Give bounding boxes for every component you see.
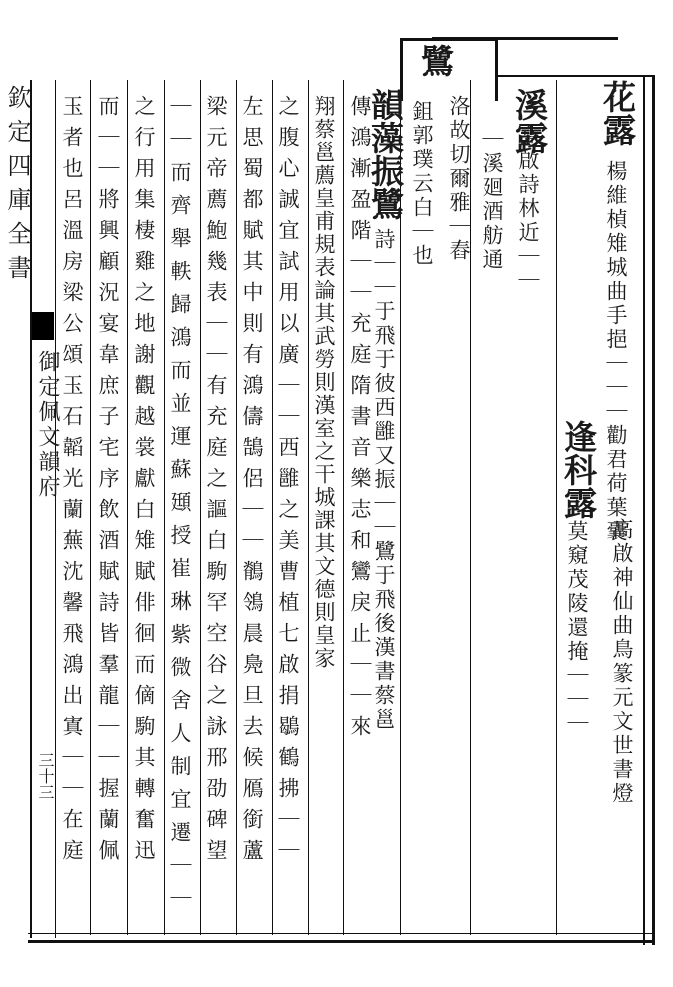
column-divider (236, 80, 237, 935)
frame-right-outer-rule (652, 75, 655, 945)
entry-text-feng-ke-lu: 高啟神仙曲鳥篆元文世書燈 (610, 518, 634, 806)
entry-head-yun-zao (366, 88, 405, 220)
text-column: 翔蔡邕薦皇甫規表論其武勞則漢室之干城課其文德則皇家 (312, 95, 336, 670)
column-divider (308, 80, 309, 935)
side-label-bottom: 御定佩文韻府 (35, 350, 60, 500)
character-header (416, 44, 455, 77)
entry-head: 鷺 (416, 44, 455, 77)
column-divider (556, 80, 557, 935)
column-divider (343, 80, 344, 935)
text-column: 而｜｜將興顧況宴韋庶子宅序飲酒賦詩皆羣龍｜｜握蘭佩 (96, 95, 120, 870)
entry-head: 韻藻振鷺 (366, 88, 405, 220)
text-column: ｜｜而齊舉軼歸鴻而並運蘇頲授崔琳紫微舍人制宜遷｜｜ (168, 95, 192, 920)
text-column: 之腹心誠宜試用以廣｜｜西雝之美曹植七啟捐鶡鶴拂｜｜ (276, 95, 300, 870)
page-number: 三十三 (36, 752, 55, 800)
text-column: 左思蜀都賦其中則有鴻儔鵠侶｜｜鶺鴒晨鳧旦去候鴈銜蘆 (240, 95, 264, 870)
column-divider (90, 80, 91, 935)
side-label-top: 欽定四庫全書 (3, 85, 31, 289)
column-divider (200, 80, 201, 935)
entry-head-feng-ke-lu (559, 420, 598, 519)
column-divider (272, 80, 273, 935)
entry-head: 逢科露 (559, 420, 598, 519)
entry-head: 溪露 (510, 88, 549, 154)
entry-head: 花露 (598, 80, 637, 146)
frame-bottom-rule (28, 940, 655, 943)
text-column: 玉者也呂溫房梁公頌玉石韜光蘭蕪沈馨飛鴻出寘｜｜在庭 (60, 95, 84, 870)
column-divider (164, 80, 165, 935)
entry-tail-feng-ke-lu: 莫窺茂陵還掩｜｜｜ (565, 520, 589, 736)
entry-head-hua-lu (598, 80, 637, 146)
column-divider (127, 80, 128, 935)
text-column: 梁元帝薦鮑幾表｜｜有充庭之謳白駒罕空谷之詠邢劭碑望 (204, 95, 228, 870)
text-column: 傳鴻漸盈階｜｜充庭隋書音樂志和鸞戾止｜｜來 (348, 95, 372, 746)
entry-tail-xi-lu: ｜溪廻酒舫通 (480, 128, 504, 272)
frame-bottom-inner-rule (28, 933, 655, 934)
entry-text-yun-zao: 詩｜｜于飛于彼西雝又振｜｜鷺于飛後漢書蔡邕 (372, 228, 396, 732)
frame-top-right-rule (498, 75, 655, 77)
entry-text-hua-lu: 楊維楨雉城曲手挹｜｜｜勸君荷葉囊 (604, 160, 628, 544)
character-header-text: 洛故切爾雅｜舂 (447, 95, 471, 263)
column-divider (55, 80, 56, 938)
side-label-block (32, 312, 54, 340)
frame-right-inner-rule (643, 75, 645, 945)
entry-text-xi-lu: 高啟詩林近｜｜ (516, 125, 540, 293)
character-header-tail: 鉏郭璞云白｜也 (410, 100, 434, 268)
text-column: 之行用集棲雞之地謝觀越裳獻白雉賦俳徊而㒀駒其轉奮迅 (132, 95, 156, 870)
